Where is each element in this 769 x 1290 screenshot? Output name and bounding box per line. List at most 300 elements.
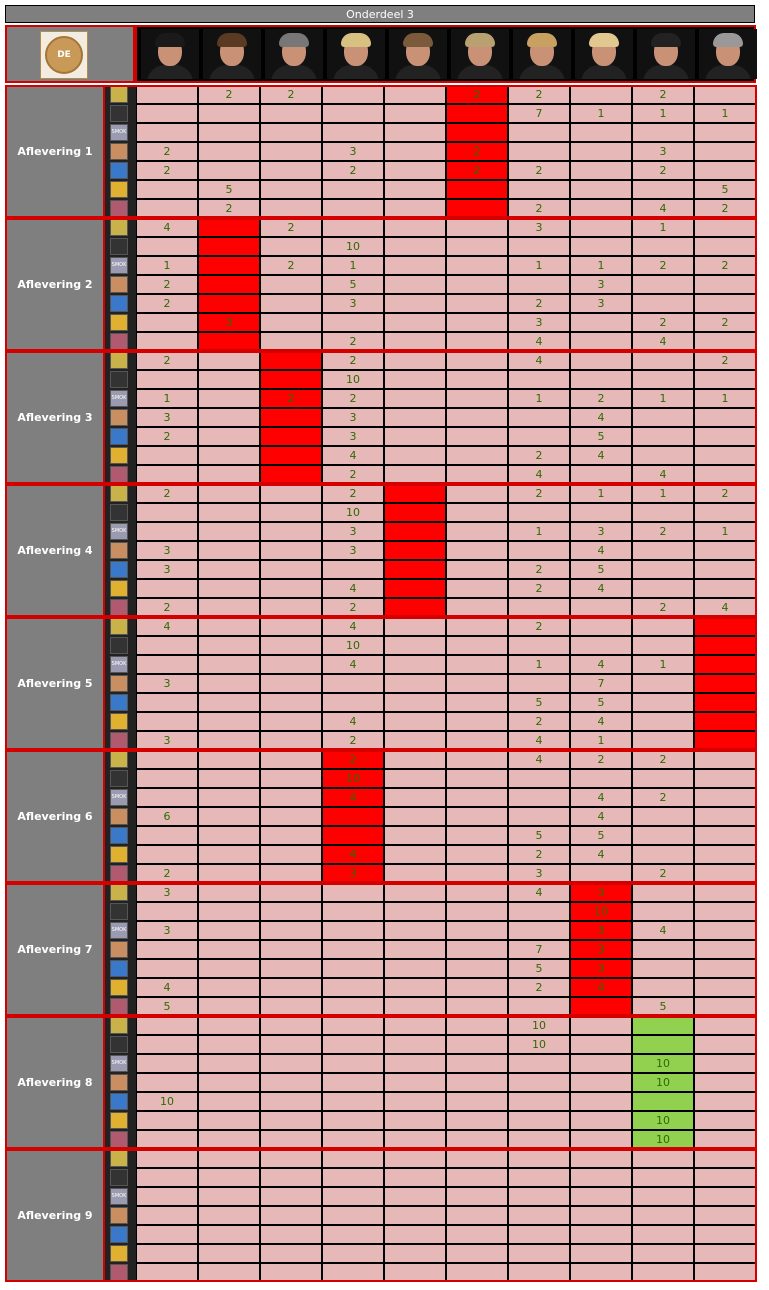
score-cell: 2 — [322, 161, 384, 180]
icon-blue — [110, 428, 128, 445]
score-cell — [136, 1073, 198, 1092]
score-cell — [198, 940, 260, 959]
score-cell — [446, 294, 508, 313]
candidate-photo-10 — [699, 29, 757, 79]
score-cell: 2 — [632, 750, 694, 769]
score-cell — [446, 1092, 508, 1111]
score-cell: 2 — [136, 864, 198, 883]
score-cell: 3 — [322, 864, 384, 883]
score-cell: 2 — [508, 978, 570, 997]
score-cell — [260, 161, 322, 180]
score-cell — [508, 408, 570, 427]
score-cell — [694, 712, 756, 731]
score-grid — [136, 750, 756, 883]
score-cell: 2 — [508, 617, 570, 636]
score-grid — [136, 883, 756, 1016]
score-cell — [198, 978, 260, 997]
score-cell — [322, 1130, 384, 1149]
score-cell — [694, 1130, 756, 1149]
score-cell — [198, 674, 260, 693]
score-cell — [446, 446, 508, 465]
score-cell — [384, 541, 446, 560]
score-cell — [260, 807, 322, 826]
score-cell — [446, 636, 508, 655]
score-cell — [322, 104, 384, 123]
icon-column — [105, 218, 136, 351]
score-cell — [384, 313, 446, 332]
icon-smok: SMOK — [110, 257, 128, 274]
score-cell: 3 — [136, 541, 198, 560]
score-cell: 1 — [632, 218, 694, 237]
score-cell — [384, 389, 446, 408]
score-cell — [384, 1149, 446, 1168]
icon-checker — [110, 314, 128, 331]
score-cell — [322, 959, 384, 978]
episode-block — [5, 1149, 757, 1282]
score-cell: 3 — [322, 294, 384, 313]
score-cell — [260, 788, 322, 807]
score-cell — [384, 864, 446, 883]
score-cell — [260, 142, 322, 161]
score-cell — [136, 826, 198, 845]
score-cell — [508, 1263, 570, 1282]
score-cell: 1 — [322, 256, 384, 275]
score-grid — [136, 484, 756, 617]
score-cell — [694, 1092, 756, 1111]
score-cell — [446, 484, 508, 503]
score-cell — [446, 503, 508, 522]
score-cell — [198, 598, 260, 617]
icon-yellow — [110, 1150, 128, 1167]
score-cell — [446, 1111, 508, 1130]
header-row — [5, 25, 757, 83]
score-grid — [136, 1016, 756, 1149]
score-cell: 4 — [632, 332, 694, 351]
score-cell: 2 — [508, 579, 570, 598]
score-cell — [384, 218, 446, 237]
score-cell — [384, 883, 446, 902]
score-cell — [446, 256, 508, 275]
score-cell — [136, 465, 198, 484]
score-cell — [384, 199, 446, 218]
icon-blue — [110, 1093, 128, 1110]
score-cell — [136, 1130, 198, 1149]
score-cell — [136, 959, 198, 978]
score-cell — [508, 636, 570, 655]
score-cell: 5 — [508, 693, 570, 712]
candidate-photos — [135, 25, 756, 83]
score-cell — [694, 237, 756, 256]
episode-block — [5, 1016, 757, 1149]
icon-smok: SMOK — [110, 124, 128, 141]
icon-column — [105, 351, 136, 484]
score-cell — [694, 1035, 756, 1054]
score-cell: 3 — [508, 218, 570, 237]
score-cell: 4 — [508, 883, 570, 902]
score-cell — [384, 465, 446, 484]
score-cell — [632, 446, 694, 465]
score-cell — [694, 446, 756, 465]
score-cell — [694, 997, 756, 1016]
score-cell: 5 — [508, 826, 570, 845]
icon-blue — [110, 960, 128, 977]
score-cell — [446, 1263, 508, 1282]
score-cell — [384, 408, 446, 427]
score-cell — [570, 1073, 632, 1092]
episode-block — [5, 484, 757, 617]
score-cell — [136, 845, 198, 864]
score-cell — [446, 1130, 508, 1149]
score-cell: 10 — [632, 1073, 694, 1092]
score-cell — [384, 1016, 446, 1035]
score-cell — [694, 845, 756, 864]
icon-checker — [110, 846, 128, 863]
score-cell: 2 — [136, 598, 198, 617]
score-cell — [632, 1035, 694, 1054]
score-cell — [384, 294, 446, 313]
candidate-photo-4 — [327, 29, 385, 79]
score-cell: 2 — [632, 598, 694, 617]
icon-pink — [110, 200, 128, 217]
score-cell — [446, 1225, 508, 1244]
score-cell: 2 — [446, 85, 508, 104]
score-cell — [384, 522, 446, 541]
score-cell — [632, 237, 694, 256]
icon-yellow — [110, 485, 128, 502]
icon-checker — [110, 181, 128, 198]
score-cell — [384, 693, 446, 712]
score-cell — [198, 864, 260, 883]
score-cell — [136, 769, 198, 788]
score-cell — [384, 503, 446, 522]
score-cell — [508, 1225, 570, 1244]
score-cell: 3 — [198, 313, 260, 332]
score-cell — [322, 1168, 384, 1187]
score-cell — [632, 1244, 694, 1263]
icon-column — [105, 883, 136, 1016]
score-cell — [198, 123, 260, 142]
score-cell: 4 — [136, 617, 198, 636]
score-cell: 1 — [508, 655, 570, 674]
score-cell — [260, 1149, 322, 1168]
score-cell — [260, 598, 322, 617]
score-cell: 2 — [632, 522, 694, 541]
score-cell: 2 — [322, 598, 384, 617]
score-cell — [694, 142, 756, 161]
score-cell — [136, 123, 198, 142]
score-cell — [198, 446, 260, 465]
score-cell — [508, 674, 570, 693]
score-cell — [384, 788, 446, 807]
score-cell — [384, 332, 446, 351]
score-cell: 4 — [322, 446, 384, 465]
score-cell — [694, 1168, 756, 1187]
icon-dark — [110, 371, 128, 388]
score-cell — [632, 579, 694, 598]
score-cell: 2 — [136, 427, 198, 446]
score-cell: 2 — [198, 199, 260, 218]
score-cell — [136, 1054, 198, 1073]
score-cell — [136, 1225, 198, 1244]
score-cell — [260, 1054, 322, 1073]
score-cell: 10 — [322, 370, 384, 389]
candidate-photo-8 — [575, 29, 633, 79]
score-cell — [508, 1130, 570, 1149]
score-cell — [446, 978, 508, 997]
score-cell — [694, 408, 756, 427]
score-cell — [322, 883, 384, 902]
score-cell — [136, 85, 198, 104]
score-cell — [260, 408, 322, 427]
score-cell — [198, 1130, 260, 1149]
score-cell — [198, 959, 260, 978]
score-cell — [260, 104, 322, 123]
score-cell: 5 — [136, 997, 198, 1016]
score-cell — [632, 883, 694, 902]
icon-face — [110, 808, 128, 825]
score-cell — [694, 674, 756, 693]
score-cell — [694, 1149, 756, 1168]
score-cell: 2 — [570, 750, 632, 769]
score-cell — [508, 427, 570, 446]
logo-coin: DE — [45, 36, 83, 74]
score-cell — [446, 123, 508, 142]
score-cell — [446, 788, 508, 807]
score-cell — [260, 484, 322, 503]
score-cell: 5 — [508, 959, 570, 978]
score-cell: 4 — [632, 921, 694, 940]
score-cell — [570, 1168, 632, 1187]
score-cell — [632, 351, 694, 370]
icon-dark — [110, 1169, 128, 1186]
score-cell — [198, 275, 260, 294]
score-cell — [694, 959, 756, 978]
score-cell: 2 — [136, 142, 198, 161]
score-cell: 1 — [632, 389, 694, 408]
candidate-photo-9 — [637, 29, 695, 79]
score-cell — [198, 617, 260, 636]
score-cell: 4 — [632, 465, 694, 484]
score-cell — [446, 883, 508, 902]
score-cell — [508, 1244, 570, 1263]
score-cell — [632, 1092, 694, 1111]
score-cell — [384, 579, 446, 598]
score-cell — [136, 1149, 198, 1168]
score-cell — [136, 313, 198, 332]
score-cell — [260, 1130, 322, 1149]
icon-dark — [110, 238, 128, 255]
score-cell — [384, 921, 446, 940]
score-cell — [260, 427, 322, 446]
score-cell — [694, 769, 756, 788]
score-cell: 2 — [322, 731, 384, 750]
score-cell — [446, 617, 508, 636]
score-cell — [446, 332, 508, 351]
score-cell — [198, 712, 260, 731]
score-cell — [632, 294, 694, 313]
score-cell — [198, 1225, 260, 1244]
score-cell — [260, 997, 322, 1016]
score-cell — [198, 1187, 260, 1206]
score-cell — [322, 1206, 384, 1225]
score-cell — [260, 845, 322, 864]
score-cell: 4 — [322, 579, 384, 598]
score-cell: 2 — [260, 256, 322, 275]
score-cell: 1 — [570, 104, 632, 123]
score-cell — [632, 427, 694, 446]
score-cell: 4 — [570, 845, 632, 864]
score-cell — [384, 142, 446, 161]
score-cell — [198, 294, 260, 313]
score-cell — [694, 921, 756, 940]
score-cell — [694, 636, 756, 655]
score-cell — [446, 1187, 508, 1206]
score-cell — [384, 731, 446, 750]
score-cell — [260, 541, 322, 560]
score-cell: 2 — [632, 313, 694, 332]
icon-dark — [110, 637, 128, 654]
score-cell — [384, 237, 446, 256]
score-cell: 10 — [322, 636, 384, 655]
score-cell — [446, 218, 508, 237]
score-cell — [446, 902, 508, 921]
score-cell: 4 — [322, 845, 384, 864]
score-cell: 2 — [136, 161, 198, 180]
score-cell: 2 — [322, 750, 384, 769]
score-cell — [322, 807, 384, 826]
icon-pink — [110, 599, 128, 616]
score-cell — [260, 902, 322, 921]
score-cell — [384, 161, 446, 180]
icon-pink — [110, 865, 128, 882]
score-cell — [136, 693, 198, 712]
score-cell — [632, 408, 694, 427]
score-cell: 1 — [136, 389, 198, 408]
score-cell — [446, 655, 508, 674]
score-cell — [384, 1130, 446, 1149]
score-cell: 10 — [508, 1035, 570, 1054]
score-cell — [570, 1187, 632, 1206]
score-cell — [632, 1187, 694, 1206]
score-cell — [322, 199, 384, 218]
score-cell: 2 — [446, 142, 508, 161]
score-cell — [384, 750, 446, 769]
score-cell — [694, 1244, 756, 1263]
score-cell — [260, 693, 322, 712]
score-cell — [570, 237, 632, 256]
score-cell — [446, 427, 508, 446]
icon-pink — [110, 466, 128, 483]
score-cell — [322, 1225, 384, 1244]
score-cell — [136, 446, 198, 465]
score-cell: 2 — [198, 85, 260, 104]
score-cell — [694, 541, 756, 560]
icon-smok: SMOK — [110, 523, 128, 540]
score-cell — [508, 598, 570, 617]
score-cell: 3 — [570, 522, 632, 541]
score-cell — [632, 541, 694, 560]
score-cell — [570, 123, 632, 142]
score-cell: 4 — [632, 199, 694, 218]
score-cell — [260, 1206, 322, 1225]
score-cell: 2 — [694, 351, 756, 370]
score-cell: 1 — [570, 256, 632, 275]
score-cell — [632, 807, 694, 826]
icon-blue — [110, 694, 128, 711]
icon-blue — [110, 162, 128, 179]
score-cell — [384, 1035, 446, 1054]
score-cell: 7 — [508, 940, 570, 959]
score-cell — [632, 826, 694, 845]
score-cell — [260, 465, 322, 484]
score-cell — [694, 1054, 756, 1073]
score-cell — [694, 560, 756, 579]
score-cell — [322, 218, 384, 237]
score-cell: 7 — [570, 674, 632, 693]
score-cell — [694, 218, 756, 237]
score-cell: 2 — [508, 712, 570, 731]
score-cell — [632, 275, 694, 294]
icon-face — [110, 409, 128, 426]
score-cell — [260, 1244, 322, 1263]
score-cell — [136, 180, 198, 199]
score-cell — [694, 940, 756, 959]
episode-label: Aflevering 2 — [5, 218, 105, 351]
score-cell — [384, 636, 446, 655]
score-cell — [632, 902, 694, 921]
score-cell — [198, 845, 260, 864]
score-cell — [508, 997, 570, 1016]
score-cell — [570, 598, 632, 617]
score-cell: 2 — [508, 446, 570, 465]
score-cell — [198, 807, 260, 826]
score-cell — [632, 1149, 694, 1168]
score-cell: 4 — [570, 446, 632, 465]
score-cell — [260, 579, 322, 598]
score-cell: 1 — [570, 484, 632, 503]
episode-block — [5, 351, 757, 484]
score-cell — [260, 180, 322, 199]
score-cell: 2 — [508, 484, 570, 503]
score-cell — [446, 845, 508, 864]
score-cell: 2 — [632, 161, 694, 180]
score-cell — [508, 503, 570, 522]
score-cell — [322, 180, 384, 199]
logo-cell — [5, 25, 135, 83]
score-cell — [694, 294, 756, 313]
score-cell — [694, 750, 756, 769]
icon-dark — [110, 504, 128, 521]
score-cell — [136, 237, 198, 256]
score-cell — [384, 85, 446, 104]
score-cell — [322, 1263, 384, 1282]
score-cell — [446, 370, 508, 389]
score-cell — [198, 484, 260, 503]
score-cell — [198, 579, 260, 598]
score-cell — [198, 1035, 260, 1054]
score-cell: 4 — [322, 788, 384, 807]
score-cell — [136, 788, 198, 807]
score-cell — [136, 1263, 198, 1282]
score-cell — [136, 1244, 198, 1263]
score-cell — [136, 636, 198, 655]
score-cell: 3 — [136, 674, 198, 693]
score-cell — [260, 978, 322, 997]
score-cell: 1 — [508, 256, 570, 275]
score-cell — [198, 560, 260, 579]
score-cell — [198, 256, 260, 275]
score-cell — [198, 332, 260, 351]
